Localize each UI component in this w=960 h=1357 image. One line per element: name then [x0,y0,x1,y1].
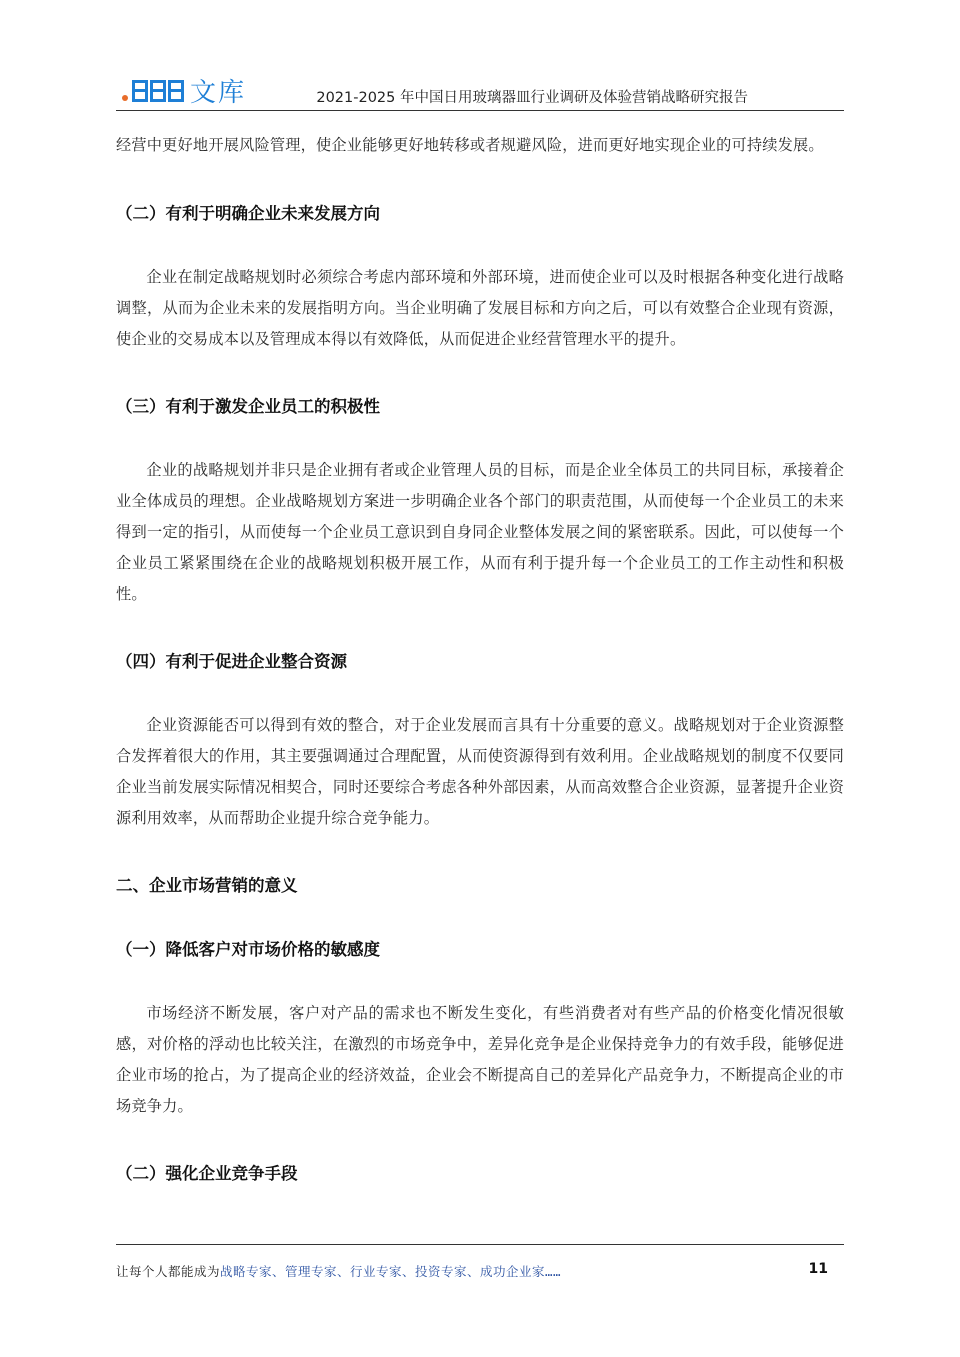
slogan-prefix: 让每个人都能成为 [116,1264,221,1279]
paragraph: 市场经济不断发展，客户对产品的需求也不断发生变化，有些消费者对有些产品的价格变化情况很敏感，对价格的浮动也比较关注，在激烈的市场竞争中，差异化竞争是企业保持竞争力的有效手段，能够促进企业市场的抢占，为了提高企业的经济效益，企业会不断提高自己的差异化产品竞争力，不断提高企业的市场竞争力。 [116,1004,844,1115]
subheading: （二）有利于明确企业未来发展方向 [116,204,380,223]
page-footer [116,1244,844,1279]
page-content [116,130,844,1184]
subheading: （二）强化企业竞争手段 [116,1164,298,1183]
subheading: （四）有利于促进企业整合资源 [116,652,347,671]
slogan-emphasis: 战略专家、管理专家、行业专家、投资专家、成功企业家…… [220,1264,562,1279]
logo-dot-icon [122,95,128,101]
logo-mark-icon [132,80,184,102]
logo-text: 文库 [190,78,247,108]
page-header [116,66,844,111]
footer-slogan [116,1262,561,1280]
paragraph: 经营中更好地开展风险管理，使企业能够更好地转移或者规避风险，进而更好地实现企业的可持续发展。 [116,136,824,154]
paragraph: 企业资源能否可以得到有效的整合，对于企业发展而言具有十分重要的意义。战略规划对于企业资源整合发挥着很大的作用，其主要强调通过合理配置，从而使资源得到有效利用。企业战略规划的制度不仅要同企业当前发展实际情况相契合，同时还要综合考虑各种外部因素，从而高效整合企业资源，显著提升企业资源利用效率，从而帮助企业提升综合竞争能力。 [116,716,844,827]
paragraph: 企业在制定战略规划时必须综合考虑内部环境和外部环境，进而使企业可以及时根据各种变化进行战略调整，从而为企业未来的发展指明方向。当企业明确了发展目标和方向之后，可以有效整合企业现有资源，使企业的交易成本以及管理成本得以有效降低，从而促进企业经营管理水平的提升。 [116,268,844,348]
page-number: 11 [808,1261,828,1277]
subheading: （三）有利于激发企业员工的积极性 [116,397,380,416]
paragraph: 企业的战略规划并非只是企业拥有者或企业管理人员的目标，而是企业全体员工的共同目标，承接着企业全体成员的理想。企业战略规划方案进一步明确企业各个部门的职责范围，从而使每一个企业员工的未来得到一定的指引，从而使每一个企业员工意识到自身同企业整体发展之间的紧密联系。因此，可以使每一个企业员工紧紧围绕在企业的战略规划积极开展工作，从而有利于提升每一个企业员工的工作主动性和积极性。 [116,461,844,603]
subheading: （一）降低客户对市场价格的敏感度 [116,940,380,959]
section-heading: 二、企业市场营销的意义 [116,876,298,895]
logo [122,72,246,109]
report-title: 2021-2025 年中国日用玻璃器皿行业调研及体验营销战略研究报告 [316,90,748,106]
